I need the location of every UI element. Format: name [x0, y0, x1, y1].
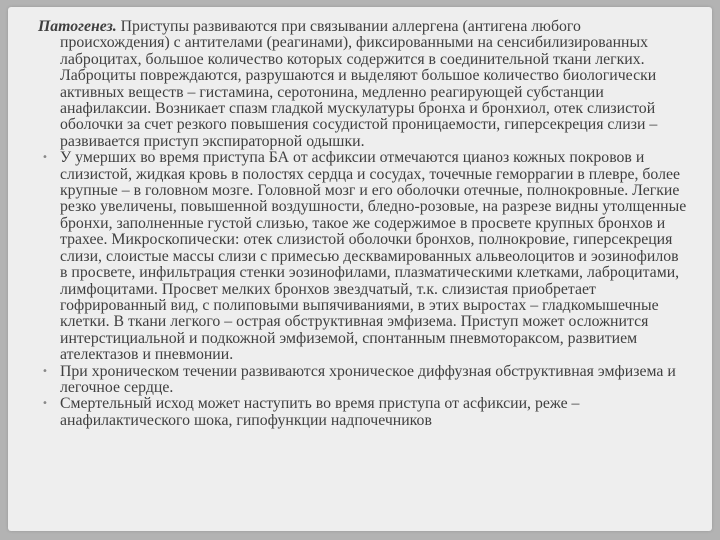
pathogenesis-text: Приступы развиваются при связывании аллергена (антигена любого происхождения) с антителами (реагинами), фиксированными на сенсибилизированных лаброцитах, большое количество которых содержится в соединительной ткани легких. Лаброциты повреждаются, разрушаются и выделяют большое количество биологически активных веществ – гистамина, серотонина, медленно реагирующей субстанции анафилаксии. Возникает спазм гладкой мускулатуры бронха и бронхиол, отек слизистой оболочки за счет резкого повышения сосудистой проницаемости, гиперсекреция слизи – развивается приступ экспираторной одышки. [60, 18, 658, 150]
pathogenesis-paragraph [38, 19, 688, 150]
bullet-text-chronic: При хроническом течении развиваются хроническое диффузная обструктивная эмфизема и легочное сердце. [60, 362, 676, 396]
bullet-text-outcome: Смертельный исход может наступить во время приступа от асфиксии, реже – анафилактического шока, гипофункции надпочечников [60, 395, 580, 429]
slide-body [38, 19, 688, 429]
pathogenesis-heading: Патогенез. [38, 18, 117, 35]
bullet-item-autopsy [38, 150, 688, 363]
bullet-item-chronic [38, 364, 688, 397]
bullet-icon: • [42, 365, 48, 377]
bullet-icon: • [42, 152, 48, 164]
bullet-icon: • [42, 398, 48, 410]
bullet-text-autopsy: У умерших во время приступа БА от асфиксии отмечаются цианоз кожных покровов и слизистой, жидкая кровь в полостях сердца и сосудах, точечные геморрагии в плевре, более крупные – в головном мозге. Головной мозг и его оболочки отечные, полнокровные. Легкие резко увеличены, повышенной воздушности, бледно-розовые, на разрезе видны утолщенные бронхи, заполненные густой слизью, такое же содержимое в просвете крупных бронхов и трахее. Микроскопически: отек слизистой оболочки бронхов, полнокровие, гиперсекреция слизи, слоистые массы слизи с примесью десквамированных альвеолоцитов и эозинофилов в просвете, инфильтрация стенки эозинофилами, плазматическими клетками, лаброцитами, лимфоцитами. Просвет мелких бронхов звездчатый, т.к. слизистая приобретает гофрированный вид, с полиповыми выпячиваниями, в этих выростах – гладкомышечные клетки. В ткани легкого – острая обструктивная эмфизема. Приступ может осложнится интерстициальной и подкожной эмфиземой, спонтанным пневмотораксом, развитием ателектазов и пневмонии. [60, 149, 687, 364]
slide [8, 7, 712, 531]
bullet-item-outcome [38, 396, 688, 429]
